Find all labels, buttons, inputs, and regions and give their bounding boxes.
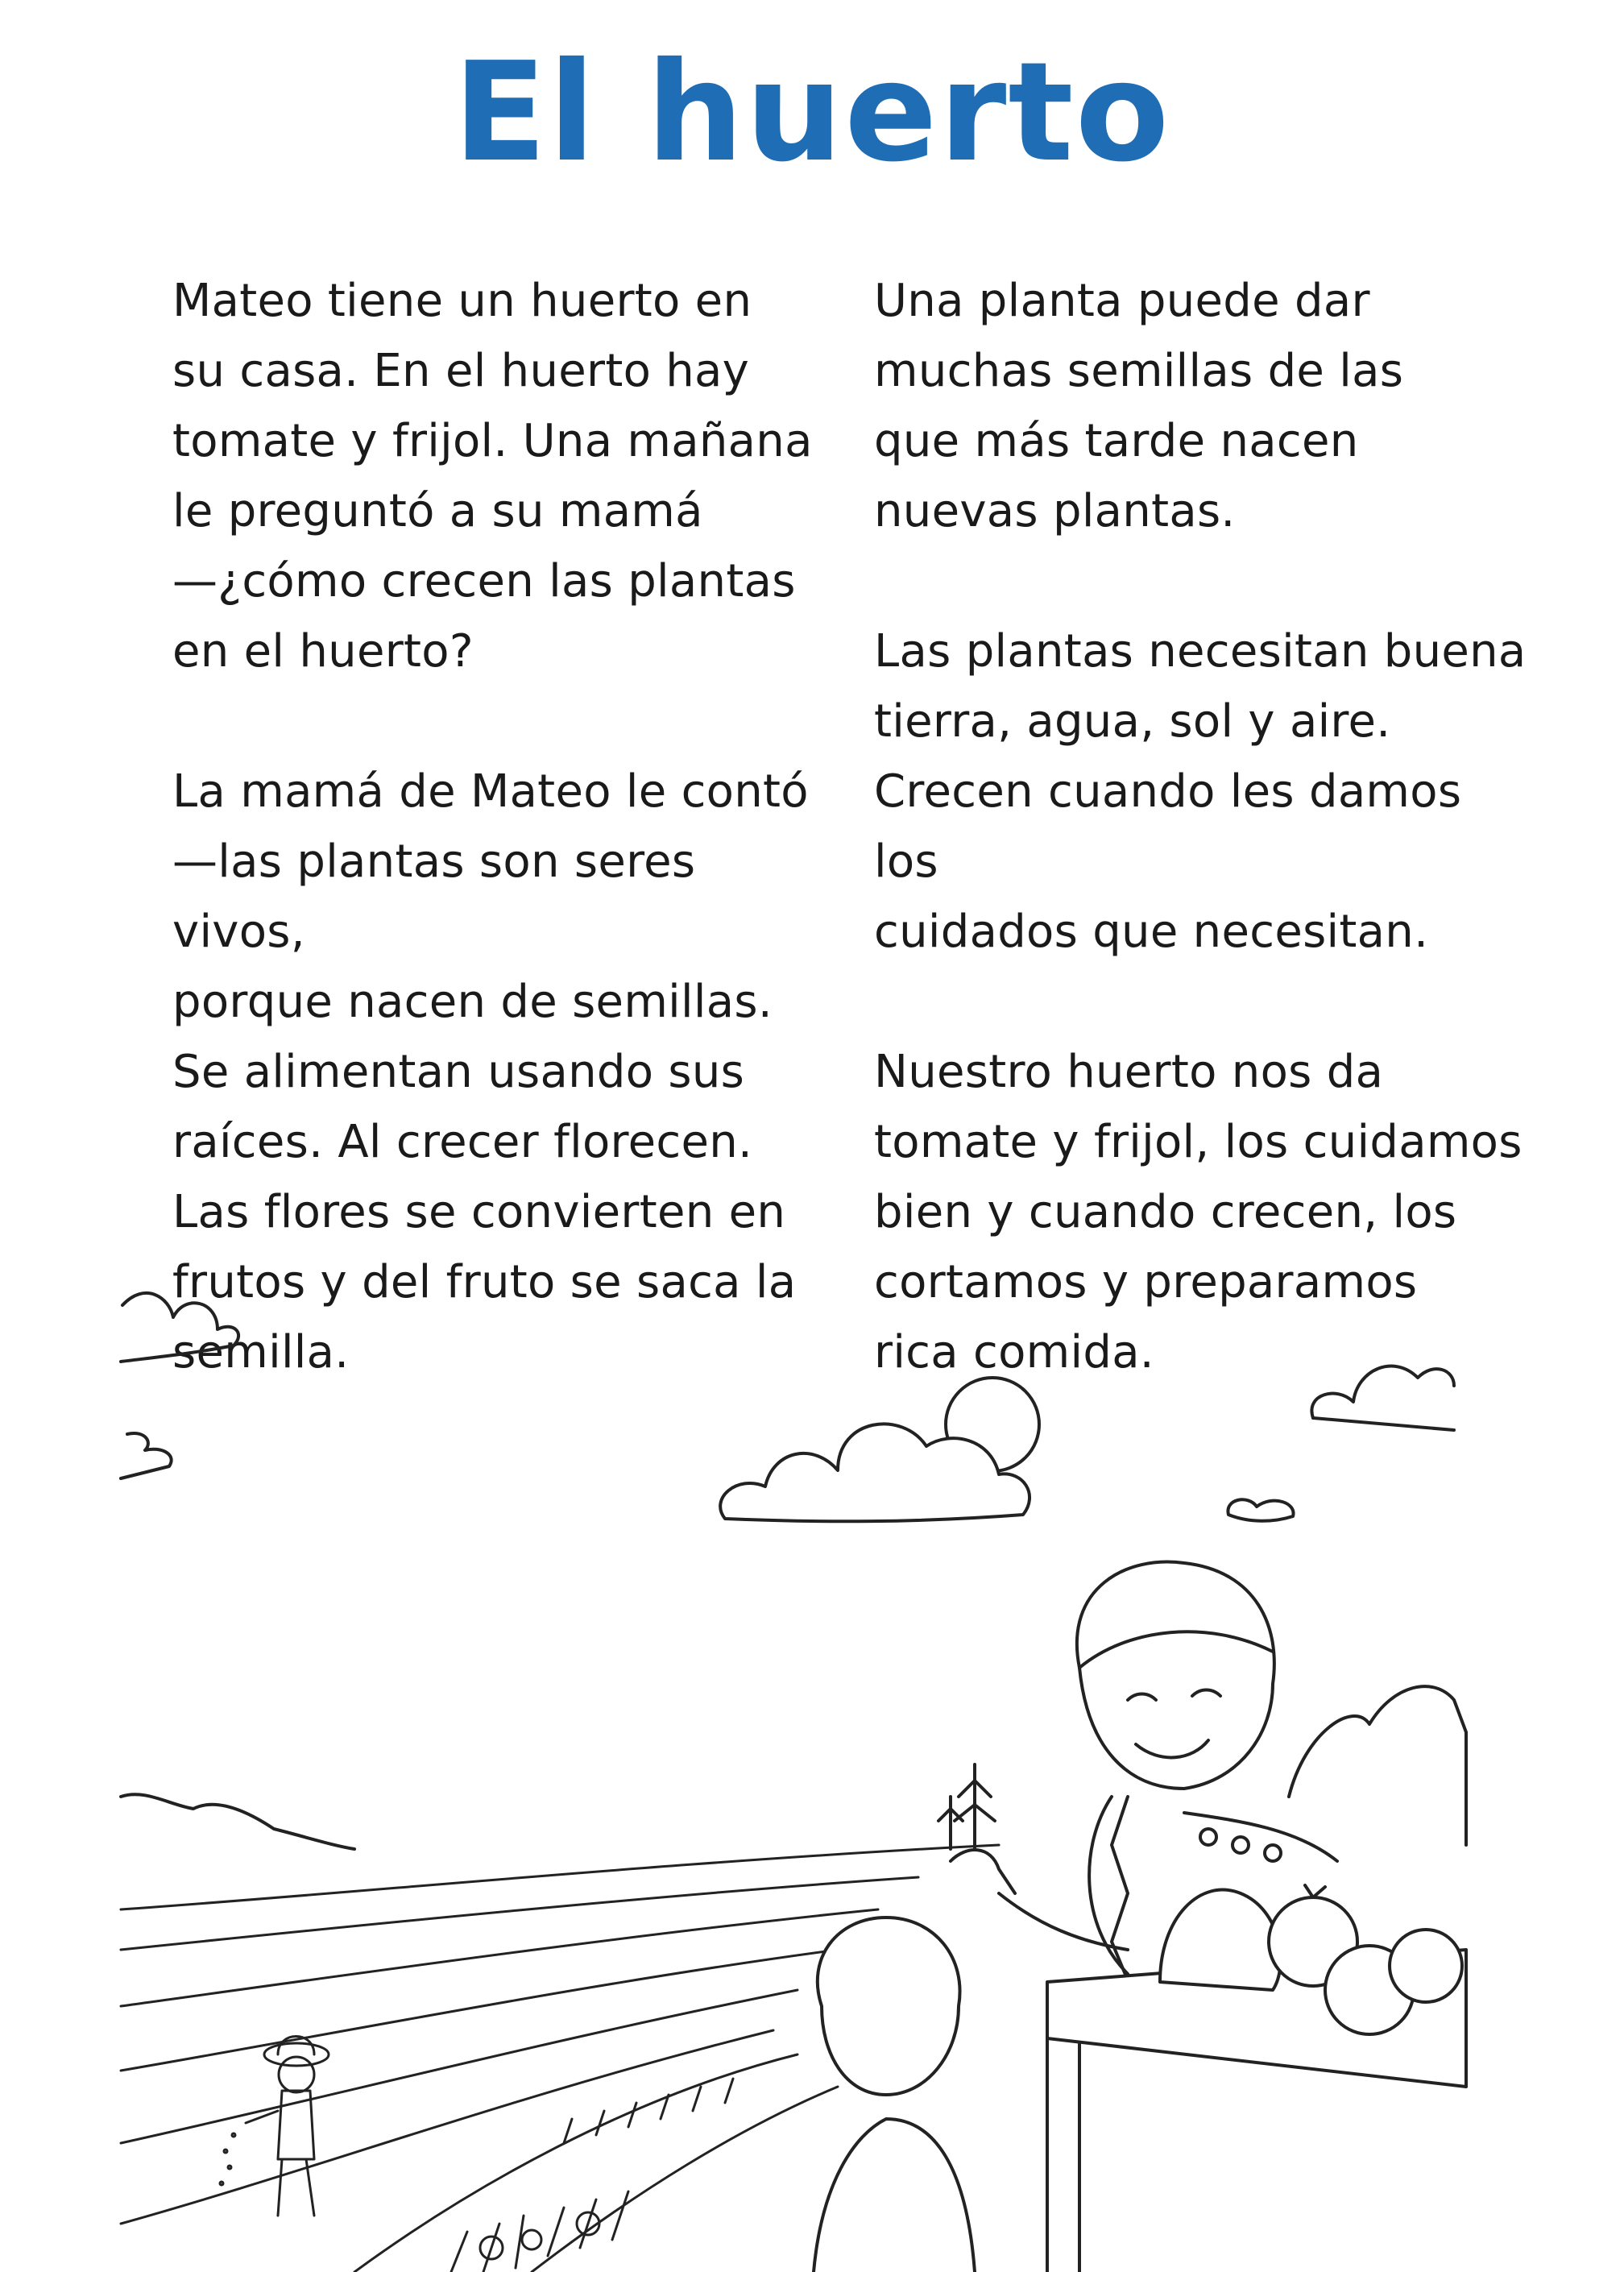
left-text-column <box>172 266 817 1457</box>
produce-table-icon <box>1047 1885 1466 2272</box>
cloud-right-icon <box>1311 1366 1454 1430</box>
seedling-icon <box>938 1764 995 1849</box>
boy-figure-icon <box>814 1918 975 2272</box>
page-title: El huerto <box>453 33 1171 193</box>
crop-rows-icon <box>451 2079 733 2272</box>
paragraph-mateo-huerto: Mateo tiene un huerto en su casa. En el huerto hay tomate y frijol. Una mañana le preguntó a su mamá —¿cómo crecen las plantas en el huerto? <box>172 275 813 678</box>
garden-illustration <box>113 1281 1474 2272</box>
cloud-left-icon <box>121 1293 238 1478</box>
treeline-left-icon <box>121 1794 354 1849</box>
cloud-center-icon <box>720 1378 1293 1521</box>
paragraph-nuestro-huerto: Nuestro huerto nos da tomate y frijol, los cuidamos bien y cuando crecen, los cortamos y preparamos rica comida. <box>874 1046 1522 1379</box>
right-text-column <box>874 266 1535 1457</box>
paragraph-semillas: Una planta puede dar muchas semillas de las que más tarde nacen nuevas plantas. <box>874 275 1404 537</box>
treeline-right-icon <box>1289 1686 1466 1845</box>
paragraph-mama-explica: La mamá de Mateo le contó —las plantas son seres vivos, porque nacen de semillas. Se alimentan usando sus raíces. Al crecer florecen. Las flores se convierten en frutos y del fruto se saca la semilla. <box>172 765 809 1379</box>
paragraph-necesidades: Las plantas necesitan buena tierra, agua, sol y aire. Crecen cuando les damos los cuidados que necesitan. <box>874 625 1527 958</box>
